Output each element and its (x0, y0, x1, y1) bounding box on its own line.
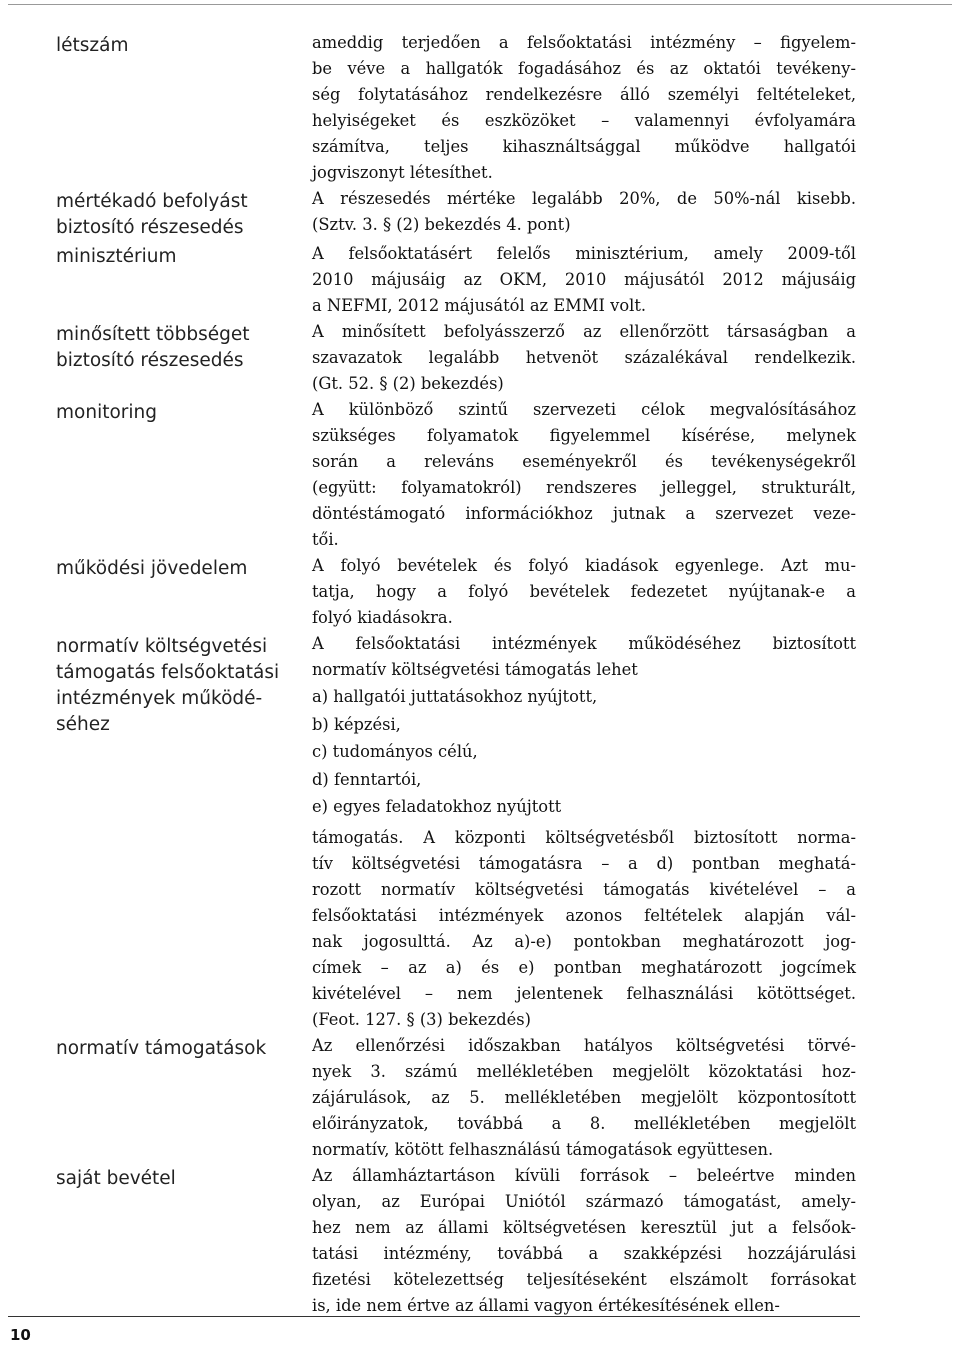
definition-line: tői. (312, 530, 339, 549)
glossary-entry (56, 319, 856, 397)
definition-line: tatja, hogy a folyó bevételek fedezetet nyújtanak-e a (312, 582, 856, 601)
definition-line: rozott normatív költségvetési támogatás kivételével – a (312, 879, 856, 899)
definition-line: ameddig terjedően a felsőoktatási intézmény – figyelem- (312, 33, 856, 52)
definition-line: A részesedés mértéke legalább 20%, de 50%-nál kisebb. (312, 189, 856, 208)
glossary-term-line: támogatás felsőoktatási (56, 662, 280, 683)
glossary-term-line: normatív támogatások (56, 1037, 267, 1059)
definition-list-item: c) tudományos célú, (312, 742, 478, 761)
glossary-definition (312, 631, 856, 1033)
definition-line: folyó kiadásokra. (312, 608, 453, 627)
glossary-term (56, 241, 312, 319)
glossary-term (56, 319, 312, 397)
definition-line: (együtt: folyamatokról) rendszeres jelleggel, strukturált, (312, 478, 856, 497)
definition-line: a NEFMI, 2012 májusától az EMMI volt. (312, 296, 647, 315)
glossary-definition (312, 1163, 856, 1319)
glossary-term-line: normatív költségvetési (56, 636, 268, 657)
glossary-entry (56, 397, 856, 553)
glossary-entry (56, 1033, 856, 1163)
glossary-entry (56, 241, 856, 319)
definition-line: (Gt. 52. § (2) bekezdés) (312, 374, 504, 393)
glossary-term (56, 1163, 312, 1319)
definition-line: számítva, teljes kihasználtsággal működve hallgatói (312, 137, 856, 156)
definition-line: ség folytatásához rendelkezésre álló személyi feltételeket, (312, 85, 856, 104)
glossary-entry (56, 631, 856, 1033)
definition-list-item: e) egyes feladatokhoz nyújtott (312, 797, 562, 816)
definition-line: felsőoktatási intézmények azonos feltételek alapján vál- (312, 905, 856, 925)
glossary-entry (56, 1163, 856, 1319)
definition-line: Az államháztartáson kívüli források – beleértve minden (312, 1165, 856, 1185)
definition-line: be véve a hallgatók fogadásához és az oktatói tevékeny- (312, 59, 856, 78)
definition-line: olyan, az Európai Uniótól származó támogatást, amely- (312, 1191, 856, 1211)
definition-line: fizetési kötelezettség teljesítéseként elszámolt forrásokat (312, 1269, 856, 1289)
glossary-term-line: minősített többséget (56, 324, 250, 345)
glossary-term (56, 1033, 312, 1163)
glossary-definition (312, 553, 856, 631)
glossary-definition (312, 30, 856, 186)
definition-line: A minősített befolyásszerző az ellenőrzött társaságban a (312, 322, 856, 341)
glossary-term-line: működési jövedelem (56, 558, 248, 579)
glossary-term-line: biztosító részesedés (56, 350, 244, 371)
glossary-term-line: monitoring (56, 402, 157, 423)
glossary-term (56, 553, 312, 631)
glossary-entry (56, 186, 856, 241)
definition-line: Az ellenőrzési időszakban hatályos költségvetési törvé- (312, 1035, 856, 1055)
glossary (56, 30, 856, 1319)
definition-line: tatási intézmény, továbbá a szakképzési hozzájárulási (312, 1243, 856, 1263)
definition-line: 2010 májusáig az OKM, 2010 májusától 2012 májusáig (312, 270, 856, 289)
glossary-term (56, 186, 312, 241)
definition-line: A felsőoktatásért felelős minisztérium, amely 2009-től (312, 244, 856, 263)
definition-list-item: a) hallgatói juttatásokhoz nyújtott, (312, 687, 598, 706)
glossary-term-line: mértékadó befolyást (56, 191, 248, 212)
glossary-term-line: minisztérium (56, 246, 177, 267)
definition-line: is, ide nem értve az állami vagyon értékesítésének ellen- (312, 1295, 780, 1315)
glossary-definition (312, 186, 856, 241)
definition-list-item: b) képzési, (312, 714, 401, 734)
page-number: 10 (10, 1326, 31, 1344)
definition-list-item: d) fenntartói, (312, 769, 422, 789)
top-rule (8, 4, 952, 5)
definition-line: A különböző szintű szervezeti célok megvalósításához (312, 400, 856, 419)
glossary-term-line: létszám (56, 35, 129, 56)
definition-line: során a releváns eseményekről és tevékenységekről (312, 452, 856, 471)
definition-line: előirányzatok, továbbá a 8. mellékletében megjelölt (312, 1113, 856, 1133)
definition-line: A folyó bevételek és folyó kiadások egyenlege. Azt mu- (312, 556, 856, 575)
glossary-term-line: saját bevétel (56, 1167, 176, 1189)
definition-line: döntéstámogató információkhoz jutnak a szervezet veze- (312, 504, 856, 523)
definition-line: hez nem az állami költségvetésen keresztül jut a felsőok- (312, 1217, 856, 1237)
definition-line: nyek 3. számú mellékletében megjelölt közoktatási hoz- (312, 1061, 856, 1081)
definition-line: (Sztv. 3. § (2) bekezdés 4. pont) (312, 215, 571, 234)
definition-line: támogatás. A központi költségvetésből biztosított norma- (312, 827, 856, 847)
glossary-entry (56, 30, 856, 186)
definition-line: tív költségvetési támogatásra – a d) pontban meghatá- (312, 853, 856, 873)
definition-line: normatív költségvetési támogatás lehet (312, 660, 638, 679)
glossary-definition (312, 397, 856, 553)
definition-line: normatív, kötött felhasználású támogatások együttesen. (312, 1139, 774, 1159)
definition-line: szükséges folyamatok figyelemmel kísérése, melynek (312, 426, 856, 445)
glossary-term-line: séhez (56, 714, 110, 735)
definition-line: (Feot. 127. § (3) bekezdés) (312, 1009, 531, 1029)
glossary-definition (312, 1033, 856, 1163)
glossary-definition (312, 241, 856, 319)
footer-rule (8, 1316, 860, 1317)
definition-line: zájárulások, az 5. mellékletében megjelölt központosított (312, 1087, 856, 1107)
definition-line: helyiségeket és eszközöket – valamennyi évfolyamára (312, 111, 856, 130)
glossary-term (56, 397, 312, 553)
glossary-definition (312, 319, 856, 397)
glossary-term (56, 30, 312, 186)
definition-line: szavazatok legalább hetvenöt százalékával rendelkezik. (312, 348, 856, 367)
glossary-term-line: biztosító részesedés (56, 217, 244, 238)
definition-line: jogviszonyt létesíthet. (312, 163, 493, 182)
definition-line: címek – az a) és e) pontban meghatározott jogcímek (312, 957, 856, 977)
glossary-term-line: intézmények működé- (56, 688, 263, 709)
glossary-entry (56, 553, 856, 631)
definition-line: nak jogosulttá. Az a)-e) pontokban meghatározott jog- (312, 931, 856, 951)
definition-line: kivételével – nem jelentenek felhasználási kötöttséget. (312, 983, 856, 1003)
glossary-term (56, 631, 312, 1033)
definition-line: A felsőoktatási intézmények működéséhez biztosított (312, 634, 856, 653)
